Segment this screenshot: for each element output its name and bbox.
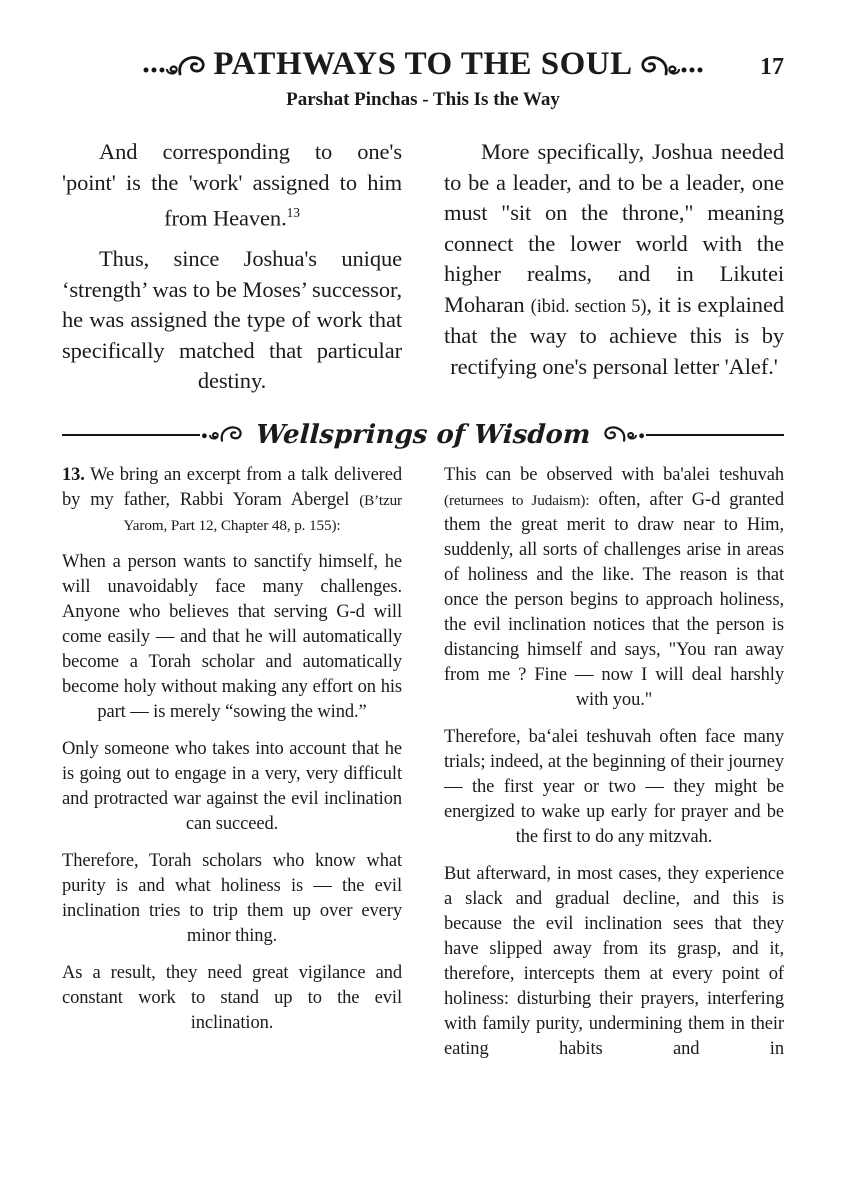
text-segment: But afterward, in most cases, they experience a slack and gradual decline, and this is because the evil inclination sees that they have slipped away from its grasp, and it, therefore, intercepts them at every point of holiness: disturbing their prayers, interfering with family purity, undermining them in their eating habits and in xyxy=(444,863,784,1059)
paragraph xyxy=(62,137,402,234)
main-text-section xyxy=(62,137,784,397)
paragraph xyxy=(444,137,784,382)
paragraph xyxy=(62,244,402,397)
main-column-right xyxy=(444,137,784,397)
footnote-column-left xyxy=(62,463,402,1074)
text-segment: More specifically, Joshua needed to be a leader, and to be a leader, one must "sit on the throne," meaning connect the lower world with the higher realms, and in Likutei Moharan xyxy=(444,139,784,317)
paragraph xyxy=(62,550,402,725)
paragraph xyxy=(444,862,784,1062)
paragraph xyxy=(62,961,402,1036)
text-segment: (B’tzur Yarom, Part 12, Chapter 48, p. 155): xyxy=(123,491,402,534)
divider-rule-left xyxy=(62,434,200,436)
text-segment: Thus, since Joshua's unique ‘strength’ was to be Moses’ successor, he was assigned the type of work that specifically matched that particular destiny. xyxy=(62,246,402,393)
text-segment: Only someone who takes into account that he is going out to engage in a very, very difficult and protracted war against the evil inclination can succeed. xyxy=(62,738,402,834)
page-number: 17 xyxy=(760,54,784,80)
text-segment: And corresponding to one's 'point' is the 'work' assigned to him from Heaven. xyxy=(62,139,402,231)
text-segment: , it is explained that the way to achieve this is by rectifying one's personal letter 'Alef.' xyxy=(444,291,784,379)
footnote-column-right xyxy=(444,463,784,1074)
scroll-flourish-left-icon xyxy=(141,49,205,79)
text-segment: (ibid. section 5) xyxy=(530,295,647,316)
paragraph xyxy=(444,725,784,850)
paragraph xyxy=(62,849,402,949)
text-segment: As a result, they need great vigilance and constant work to stand up to the evil inclination. xyxy=(62,962,402,1033)
footnote-section xyxy=(62,463,784,1074)
text-segment: We bring an excerpt from a talk delivered by my father, Rabbi Yoram Abergel xyxy=(62,464,402,510)
paragraph xyxy=(444,463,784,713)
divider-rule-right xyxy=(646,434,784,436)
main-column-left xyxy=(62,137,402,397)
paragraph xyxy=(62,737,402,837)
page-subtitle: Parshat Pinchas - This Is the Way xyxy=(286,89,560,110)
text-segment: 13. xyxy=(62,464,85,485)
text-segment: Therefore, Torah scholars who know what purity is and what holiness is — the evil inclination tries to trip them up over every minor thing. xyxy=(62,850,402,946)
section-divider xyxy=(62,417,784,453)
scroll-flourish-right-icon xyxy=(641,49,705,79)
footnote-reference: 13 xyxy=(286,205,300,220)
text-segment: This can be observed with ba'alei teshuvah xyxy=(444,464,784,485)
page-header xyxy=(62,42,784,86)
divider-title: Wellsprings of Wisdom xyxy=(255,419,592,450)
paragraph xyxy=(62,463,402,538)
text-segment: often, after G-d granted them the great merit to draw near to Him, suddenly, all sorts of challenges arise in areas of holiness and the like. The reason is that once the person begins to approach holiness, the evil inclination notices that the person is distancing himself and says, "You ran away from me ? Fine — now I will deal harshly with you." xyxy=(444,489,785,710)
page-title: PATHWAYS TO THE SOUL xyxy=(213,45,633,82)
text-segment: When a person wants to sanctify himself, he will unavoidably face many challenges. Anyone who believes that serving G-d will come easily — and that he will automatically become a Torah scholar and automatically become holy without making any effort on his part — is merely “sowing the wind.” xyxy=(62,551,402,722)
scroll-flourish-right-icon xyxy=(594,423,646,447)
text-segment: (returnees to Judaism): xyxy=(444,491,590,509)
scroll-flourish-left-icon xyxy=(200,423,252,447)
text-segment: Therefore, ba‘alei teshuvah often face many trials; indeed, at the beginning of their journey — the first year or two — they might be energized to wake up early for prayer and be the first to do any mitzvah. xyxy=(444,726,784,847)
